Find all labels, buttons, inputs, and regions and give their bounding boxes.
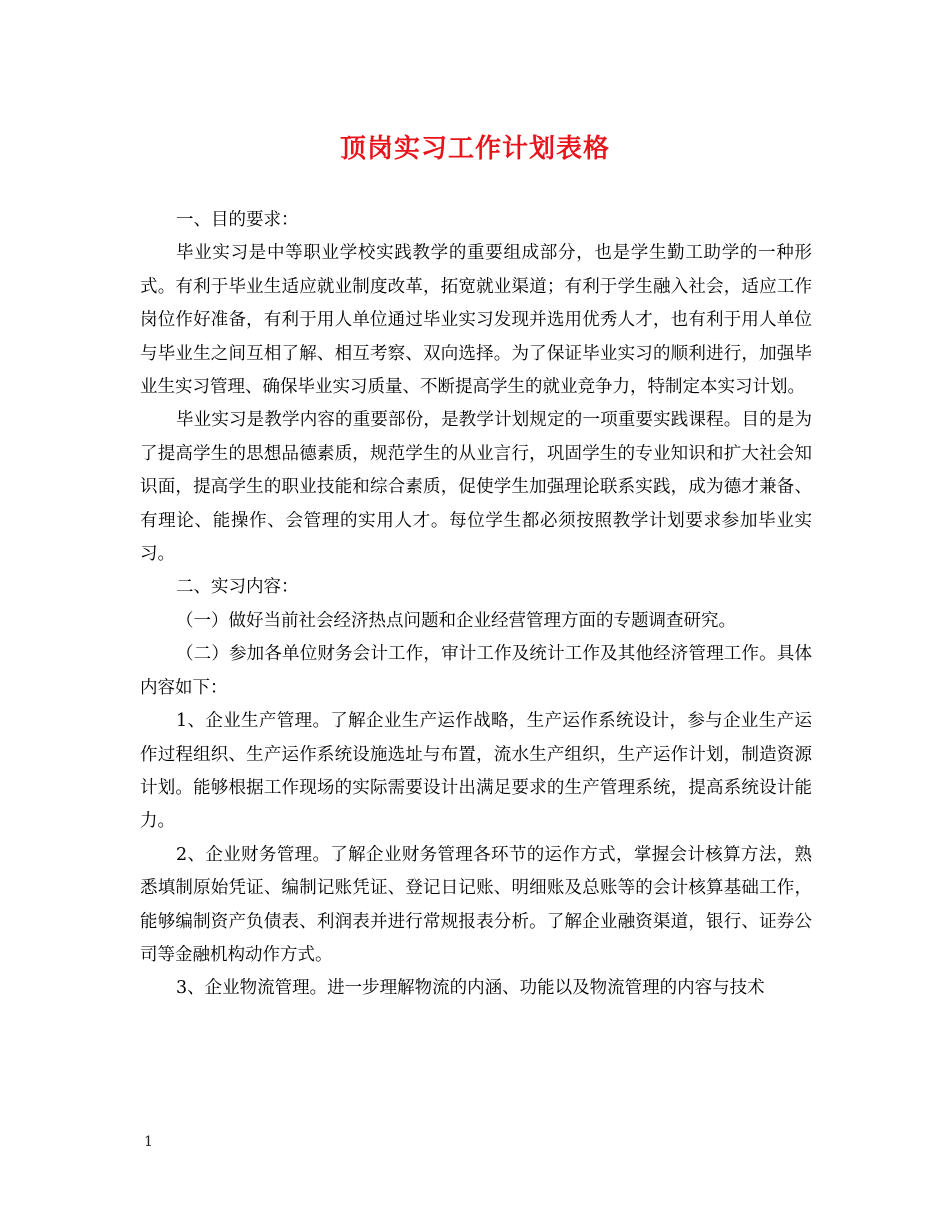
page-number: 1	[144, 1134, 153, 1150]
section-heading-content: 二、实习内容：	[176, 577, 299, 598]
content-item-accounting-work: （二）参加各单位财务会计工作，审计工作及统计工作及其他经济管理工作。具体内容如下：	[140, 644, 812, 698]
document-title: 顶岗实习工作计划表格	[339, 134, 610, 164]
content-item-financial-management: 2、企业财务管理。了解企业财务管理各环节的运作方式，掌握会计核算方法，熟悉填制原始凭证、编制记账凭证、登记日记账、明细账及总账等的会计核算基础工作，能够编制资产负债表、利润表并进行常规报表分析。了解企业融资渠道，银行、证券公司等金融机构动作方式。	[140, 844, 812, 965]
paragraph-internship-importance: 毕业实习是教学内容的重要部份，是教学计划规定的一项重要实践课程。目的是为了提高学生的思想品德素质，规范学生的从业言行，巩固学生的专业知识和扩大社会知识面，提高学生的职业技能和综合素质，促使学生加强理论联系实践，成为德才兼备、有理论、能操作、会管理的实用人才。每位学生都必须按照教学计划要求参加毕业实习。	[140, 410, 812, 565]
content-item-production-management: 1、企业生产管理。了解企业生产运作战略，生产运作系统设计，参与企业生产运作过程组织、生产运作系统设施选址与布置，流水生产组织，生产运作计划，制造资源计划。能够根据工作现场的实际需要设计出满足要求的生产管理系统，提高系统设计能力。	[140, 711, 812, 832]
content-item-research: （一）做好当前社会经济热点问题和企业经营管理方面的专题调查研究。	[176, 610, 736, 631]
paragraph-internship-purpose: 毕业实习是中等职业学校实践教学的重要组成部分，也是学生勤工助学的一种形式。有利于毕业生适应就业制度改革，拓宽就业渠道；有利于学生融入社会，适应工作岗位作好准备，有利于用人单位通过毕业实习发现并选用优秀人才，也有利于用人单位与毕业生之间互相了解、相互考察、双向选择。为了保证毕业实习的顺利进行，加强毕业生实习管理、确保毕业实习质量、不断提高学生的就业竞争力，特制定本实习计划。	[140, 243, 812, 398]
document-body	[140, 204, 812, 1006]
section-heading-objectives: 一、目的要求：	[176, 210, 299, 230]
content-item-logistics-management: 3、企业物流管理。进一步理解物流的内涵、功能以及物流管理的内容与技术	[176, 978, 765, 999]
